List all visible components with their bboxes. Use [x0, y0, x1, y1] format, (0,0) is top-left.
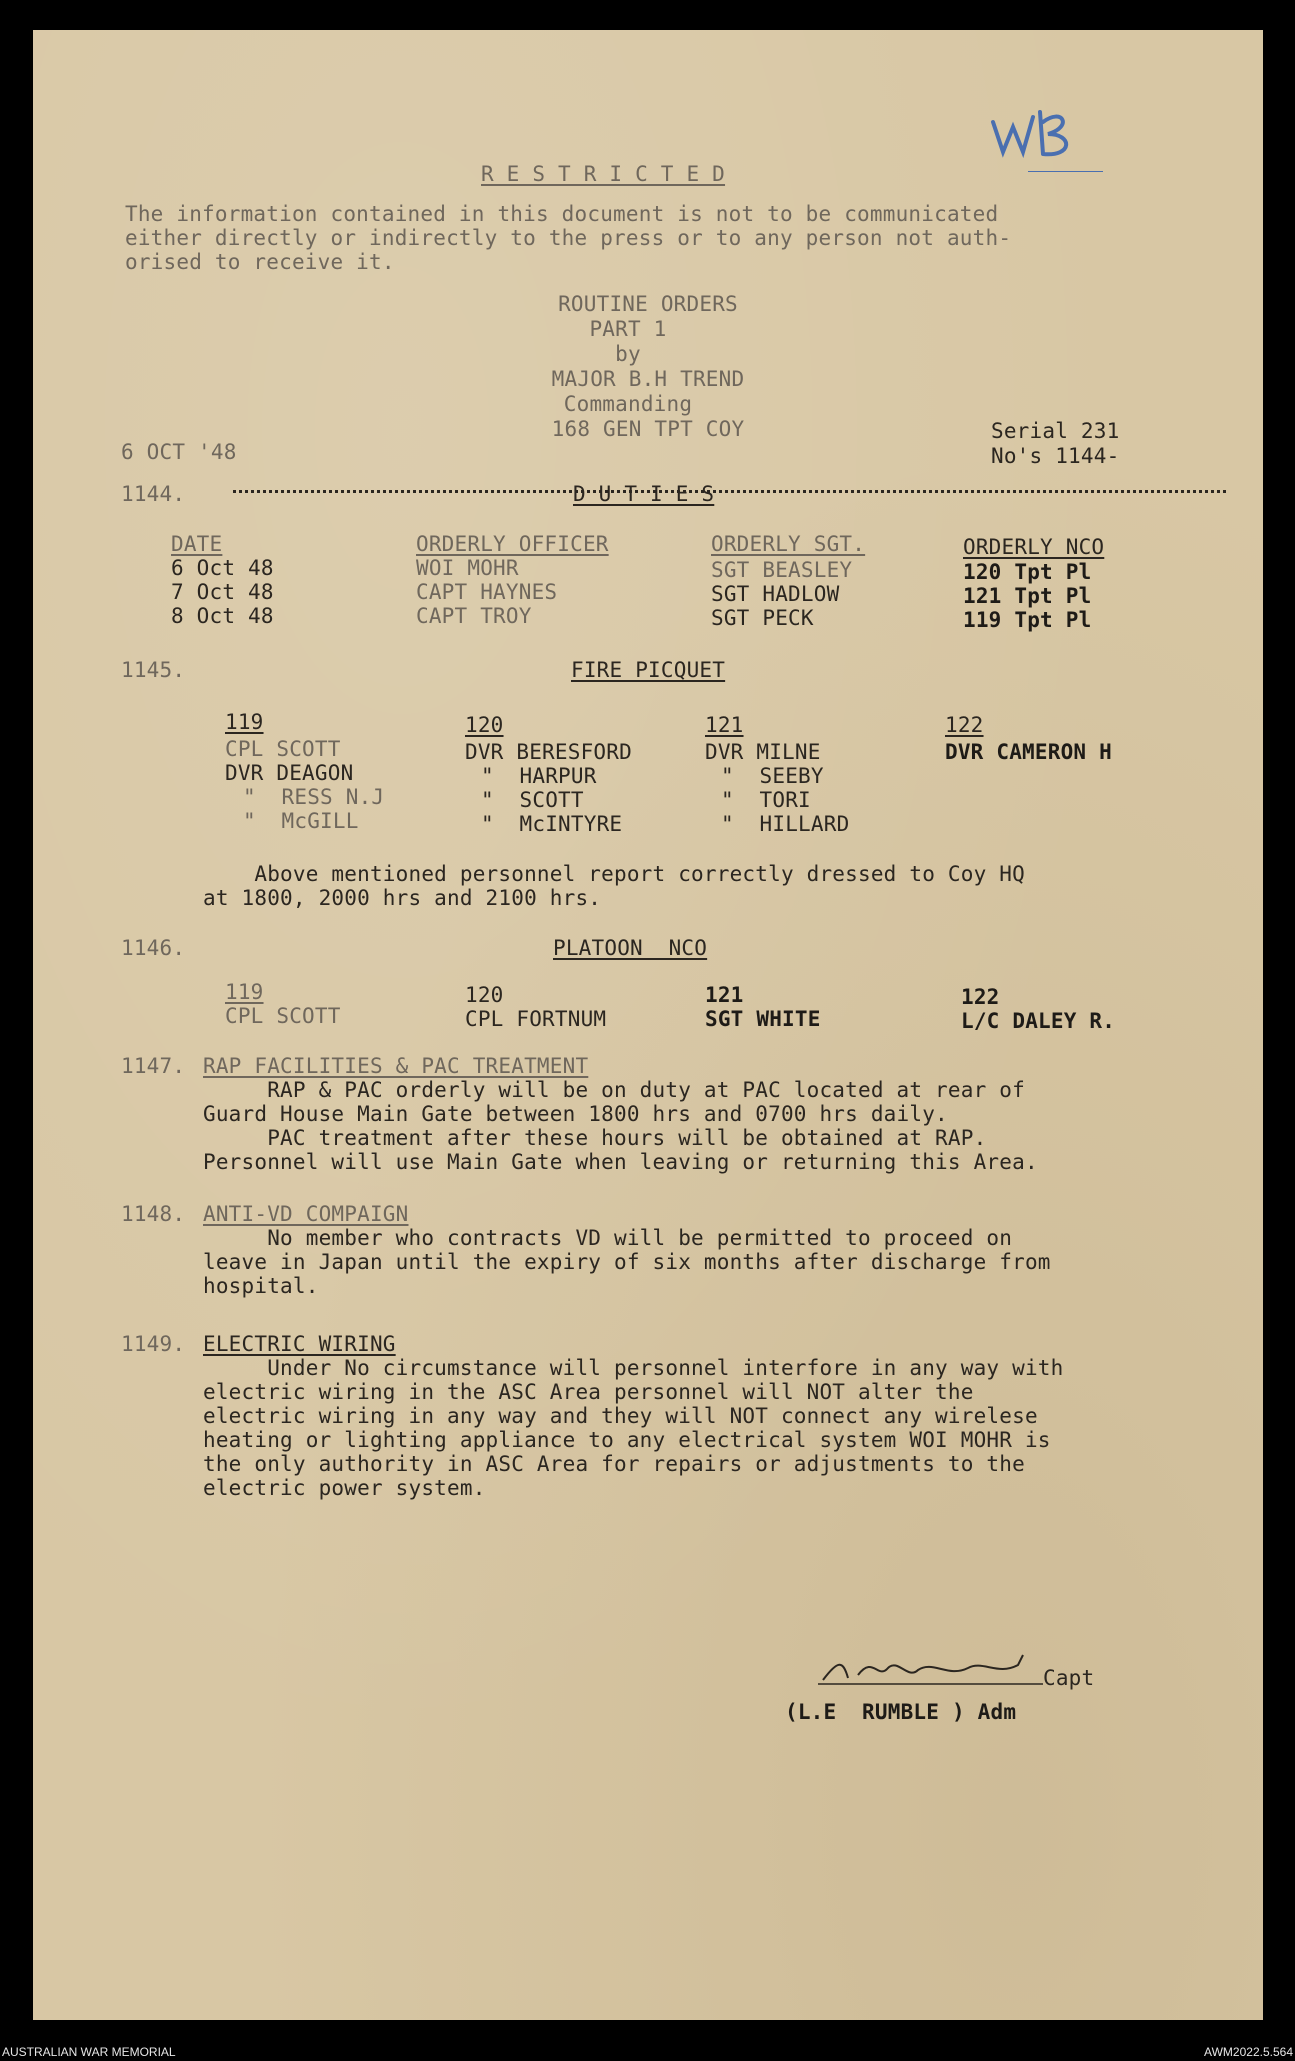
title-line-6: 168 GEN TPT COY — [551, 417, 745, 441]
picquet-member: " HARPUR — [481, 764, 597, 788]
section-number-1144: 1144. — [121, 482, 186, 506]
rap-line-1: RAP & PAC orderly will be on duty at PAC located at rear of — [203, 1078, 1025, 1102]
nco-name: CPL FORTNUM — [465, 1007, 607, 1031]
handwritten-initials-icon — [988, 102, 1108, 172]
title-line-5: Commanding — [563, 392, 693, 416]
electric-line-6: electric power system. — [203, 1476, 486, 1500]
anti-vd-line-3: hospital. — [203, 1274, 319, 1298]
anti-vd-line-2: leave in Japan until the expiry of six months after discharge from — [203, 1250, 1051, 1274]
duty-nco: 120 Tpt Pl — [963, 560, 1092, 584]
picquet-member: DVR MILNE — [705, 740, 821, 764]
picquet-member: " RESS N.J — [243, 785, 385, 809]
signoff-rank: Capt — [1043, 1666, 1095, 1690]
footer-reference-number: AWM2022.5.564 — [1204, 2045, 1293, 2059]
nco-name: CPL SCOTT — [225, 1004, 341, 1028]
rap-line-2: Guard House Main Gate between 1800 hrs and 0700 hrs daily. — [203, 1102, 948, 1126]
order-date: 6 OCT '48 — [121, 440, 237, 464]
duty-date: 8 Oct 48 — [171, 604, 274, 628]
picquet-member: DVR CAMERON H — [945, 740, 1112, 764]
fire-picquet-heading: FIRE PICQUET — [571, 658, 726, 682]
electric-line-5: the only authority in ASC Area for repairs or adjustments to the — [203, 1452, 1025, 1476]
serial-number: Serial 231 — [991, 419, 1120, 443]
duty-nco: 121 Tpt Pl — [963, 584, 1092, 608]
nco-platoon: 121 — [705, 983, 744, 1007]
duty-date: 6 Oct 48 — [171, 556, 274, 580]
electric-line-1: Under No circumstance will personnel interfore in any way with — [203, 1356, 1064, 1380]
duties-col-nco: ORDERLY NCO — [963, 535, 1105, 559]
classification-restricted: R E S T R I C T E D — [481, 162, 726, 186]
duties-col-officer: ORDERLY OFFICER — [416, 532, 609, 556]
notice-line-1: The information contained in this document is not to be communicated — [125, 202, 999, 226]
separator-dotted — [233, 490, 1226, 493]
document-page — [33, 30, 1263, 2020]
duties-col-sgt: ORDERLY SGT. — [711, 532, 866, 556]
picquet-member: " McGILL — [243, 809, 359, 833]
picquet-platoon: 120 — [465, 713, 504, 737]
nco-name: SGT WHITE — [705, 1007, 821, 1031]
nco-platoon: 122 — [961, 985, 1000, 1009]
picquet-note-line-1: Above mentioned personnel report correctly dressed to Coy HQ — [203, 862, 1025, 886]
rap-line-3: PAC treatment after these hours will be obtained at RAP. — [203, 1126, 987, 1150]
signature-icon — [818, 1650, 1048, 1690]
order-numbers: No's 1144- — [991, 444, 1120, 468]
electric-line-4: heating or lighting appliance to any electrical system WOI MOHR is — [203, 1428, 1051, 1452]
duties-heading: D U T I E S — [573, 482, 715, 506]
duty-officer: WOI MOHR — [416, 556, 519, 580]
duty-sgt: SGT PECK — [711, 606, 814, 630]
picquet-member: " McINTYRE — [481, 812, 623, 836]
electric-heading: ELECTRIC WIRING — [203, 1332, 396, 1356]
nco-name: L/C DALEY R. — [961, 1009, 1116, 1033]
title-line-4: MAJOR B.H TREND — [551, 367, 745, 391]
picquet-member: " TORI — [721, 788, 811, 812]
picquet-member: " SEEBY — [721, 764, 824, 788]
rap-heading: RAP FACILITIES & PAC TREATMENT — [203, 1054, 589, 1078]
section-number-1149: 1149. — [121, 1332, 186, 1356]
picquet-member: CPL SCOTT — [225, 737, 341, 761]
notice-line-2: either directly or indirectly to the press or to any person not auth- — [125, 226, 1012, 250]
duty-sgt: SGT HADLOW — [711, 582, 840, 606]
picquet-platoon: 122 — [945, 713, 984, 737]
duty-date: 7 Oct 48 — [171, 580, 274, 604]
picquet-platoon: 121 — [705, 713, 744, 737]
picquet-platoon: 119 — [225, 710, 264, 734]
signoff-name: (L.E RUMBLE ) Adm — [785, 1700, 1017, 1724]
footer-archive-name: AUSTRALIAN WAR MEMORIAL — [2, 2045, 176, 2059]
picquet-member: " SCOTT — [481, 788, 584, 812]
section-number-1147: 1147. — [121, 1054, 186, 1078]
notice-line-3: orised to receive it. — [125, 250, 395, 274]
title-line-1: ROUTINE ORDERS — [558, 292, 738, 316]
anti-vd-line-1: No member who contracts VD will be permitted to proceed on — [203, 1226, 1013, 1250]
duty-sgt: SGT BEASLEY — [711, 558, 853, 582]
rap-line-4: Personnel will use Main Gate when leaving or returning this Area. — [203, 1150, 1038, 1174]
duty-officer: CAPT HAYNES — [416, 580, 558, 604]
duty-nco: 119 Tpt Pl — [963, 608, 1092, 632]
electric-line-2: electric wiring in the ASC Area personnel will NOT alter the — [203, 1380, 974, 1404]
duties-col-date: DATE — [171, 532, 223, 556]
section-number-1145: 1145. — [121, 658, 186, 682]
duty-officer: CAPT TROY — [416, 604, 532, 628]
electric-line-3: electric wiring in any way and they will NOT connect any wirelese — [203, 1404, 1038, 1428]
nco-platoon: 120 — [465, 983, 504, 1007]
picquet-note-line-2: at 1800, 2000 hrs and 2100 hrs. — [203, 886, 602, 910]
section-number-1146: 1146. — [121, 936, 186, 960]
section-number-1148: 1148. — [121, 1202, 186, 1226]
picquet-member: " HILLARD — [721, 812, 850, 836]
title-line-3: by — [615, 342, 641, 366]
platoon-nco-heading: PLATOON NCO — [553, 936, 708, 960]
picquet-member: DVR DEAGON — [225, 761, 354, 785]
anti-vd-heading: ANTI-VD COMPAIGN — [203, 1202, 409, 1226]
title-line-2: PART 1 — [589, 317, 667, 341]
nco-platoon: 119 — [225, 980, 264, 1004]
picquet-member: DVR BERESFORD — [465, 740, 632, 764]
